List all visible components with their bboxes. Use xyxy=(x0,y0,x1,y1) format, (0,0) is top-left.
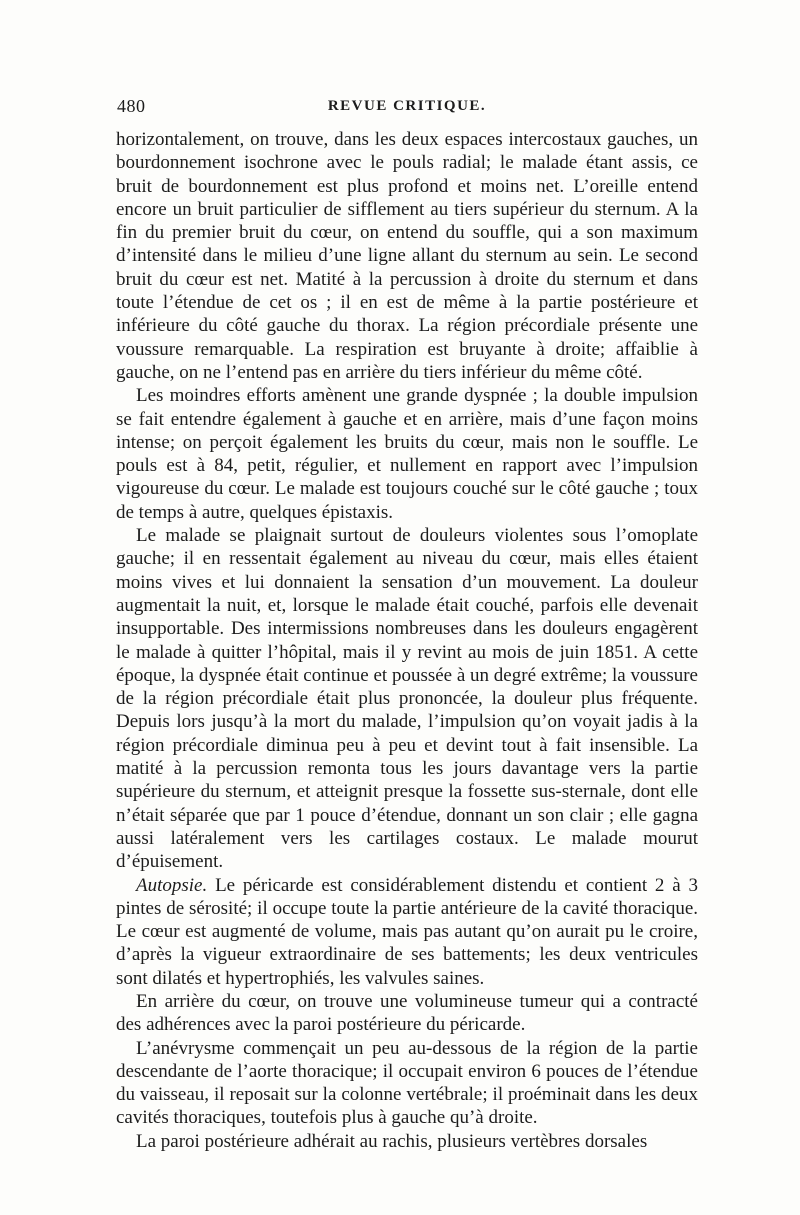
paragraph: L’anévrysme commençait un peu au-dessous de la région de la partie descendante de l’aorte thoracique; il occupait environ 6 pouces de l’étendue du vaisseau, il reposait sur la colonne vertébrale; il proéminait dans les deux cavités thoraciques, toutefois plus à gauche qu’à droite. xyxy=(116,1037,698,1129)
paragraph: Les moindres efforts amènent une grande dyspnée ; la double impulsion se fait entendre également à gauche et en arrière, mais d’une façon moins intense; on perçoit également les bruits du cœur, mais non le souffle. Le pouls est à 84, petit, régulier, et nullement en rapport avec l’impulsion vigoureuse du cœur. Le malade est toujours couché sur le côté gauche ; toux de temps à autre, quelques épistaxis. xyxy=(116,385,698,523)
paragraph-autopsy: Autopsie. Le péricarde est considérablement distendu et contient 2 à 3 pintes de sérosité; il occupe toute la partie antérieure de la cavité thoracique. Le cœur est augmenté de volume, mais pas autant qu’on aurait pu le croire, d’après la vigueur extraordinaire de ses battements; les deux ventricules sont dilatés et hypertrophiés, les valvules saines. xyxy=(116,874,698,989)
paragraph: La paroi postérieure adhérait au rachis, plusieurs vertèbres dorsales xyxy=(136,1130,648,1152)
paragraph: Le malade se plaignait surtout de douleurs violentes sous l’omoplate gauche; il en ressentait également au niveau du cœur, mais elles étaient moins vives et lui donnaient la sensation d’un mouvement. La douleur augmentait la nuit, et, lorsque le malade était couché, parfois elle devenait insupportable. Des intermissions nombreuses dans les douleurs engagèrent le malade à quitter l’hôpital, mais il y revint au mois de juin 1851. A cette époque, la dyspnée était continue et poussée à un degré extrême; la voussure de la région précordiale était plus prononcée, la douleur plus fréquente. Depuis lors jusqu’à la mort du malade, l’impulsion qu’on voyait jadis à la région précordiale diminua peu à peu et devint tout à fait insensible. La matité à la percussion remonta tous les jours davantage vers la partie supérieure du sternum, et atteignit presque la fossette sus-sternale, dont elle n’était séparée que par 1 pouce d’étendue, donnant un son clair ; elle gagna aussi latéralement vers les cartilages costaux. Le malade mourut d’épuisement. xyxy=(116,525,698,873)
paragraph: horizontalement, on trouve, dans les deux espaces intercostaux gauches, un bourdonnement isochrone avec le pouls radial; le malade étant assis, ce bruit de bourdonnement est plus profond et moins net. L’oreille entend encore un bruit particulier de sifflement au tiers supérieur du sternum. A la fin du premier bruit du cœur, on entend du souffle, qui a son maximum d’intensité dans le milieu d’une ligne allant du sternum au sein. Le second bruit du cœur est net. Matité à la percussion à droite du sternum et dans toute l’étendue de cet os ; il en est de même à la partie postérieure et inférieure du côté gauche du thorax. La région précordiale présente une voussure remarquable. La respiration est bruyante à droite; affaiblie à gauche, on ne l’entend pas en arrière du tiers inférieur du même côté. xyxy=(116,129,698,383)
page-header xyxy=(117,96,697,124)
page-number: 480 xyxy=(117,96,146,116)
paragraph: En arrière du cœur, on trouve une volumineuse tumeur qui a contracté des adhérences avec la paroi postérieure du péricarde. xyxy=(116,990,698,1036)
body-text xyxy=(116,128,698,1153)
running-title: REVUE CRITIQUE. xyxy=(327,98,487,114)
run-in-heading: Autopsie. xyxy=(136,874,208,896)
